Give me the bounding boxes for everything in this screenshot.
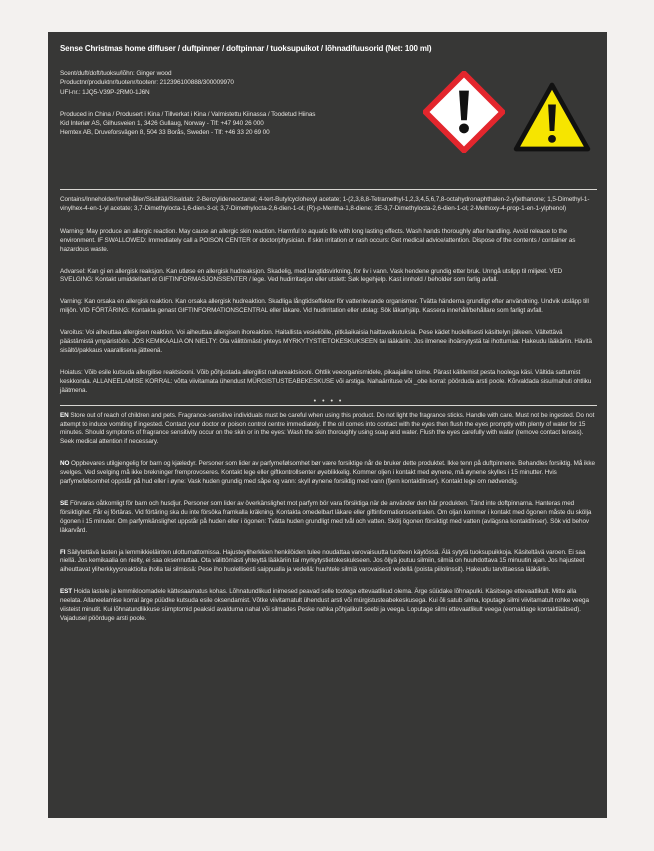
product-title: Sense Christmas home diffuser / duftpinner / doftpinnar / tuoksupuikot / lõhnadifuusorid (Net: 100 ml): [60, 44, 432, 53]
manufacturer-norway-line: Kid Interiør AS, Gilhusveien 1, 3426 Gullaug, Norway - Tlf: +47 940 26 000: [60, 120, 264, 128]
divider-2: [60, 405, 597, 406]
instructions-no: [60, 460, 597, 487]
product-label: [48, 32, 607, 818]
lang-code: EST: [60, 588, 73, 596]
instructions-text: Store out of reach of children and pets. Fragrance-sensitive individuals must be careful when using this product. Do not light the fragrance sticks. Handle with care. Must not be ingested. Do not attempt to induce vomiting if ingested. Contact your doctor or poison control centre immediately. If the oil comes into contact with the eyes then flush the eyes promptly with plenty of water for 15 minutes. Should symptoms of fragrance sensitivity occur on the skin or in the eyes: Wash the skin thoroughly using soap and water. Flush the eyes carefully with water (remove contact lenses). Seek medical attention if necessary.: [60, 411, 595, 446]
lang-code: NO: [60, 460, 70, 468]
warning-fi: Varoitus: Voi aiheuttaa allergisen reaktion. Voi aiheuttaa allergisen ihoreaktion. Haitallista vesieliöille, pitkäaikaisia haittavaikutuksia. Pese kädet huolellisesti käsittelyn jälkeen. Vältettävä päästämistä ympäristöön. JOS KEMIKAALIA ON NIELTY: Ota välittömästi yhteys MYRKYTYSTIETOKESKUKSEEN tai lääkäriin. Jos ilmenee ihoärsytystä tai ihottumaa: Hakeudu lääkäriin. Hävitä sisältö/pakkaus vaarallisena jätteenä.: [60, 329, 592, 354]
origin-line: Produced in China / Produsert i Kina / Tillverkat i Kina / Valmistettu Kiinassa / Toodetud Hiinas: [60, 110, 316, 118]
lang-code: EN: [60, 411, 69, 419]
product-info: [60, 69, 405, 138]
manufacturer-sweden-line: Hemtex AB, Druveforsvägen 8, 504 33 Borås, Sweden - Tlf: +46 33 20 69 00: [60, 129, 270, 137]
product-info-section: [60, 69, 597, 189]
lang-code: FI: [60, 548, 66, 556]
health-hazard-exclamation-icon: [423, 71, 505, 153]
instructions-text: Säilytettävä lasten ja lemmikkieläinten ulottumattomissa. Hajusteyliherkkien henkilöiden tulee noudattaa varovaisuutta tuotteen käytössä. Älä sytytä tuoksupuikkoja. Käsiteltävä varoen. Ei saa niellä. Jos kemikaalia on nielty, ei saa oksennuttaa. Ota välittömästi yhteyttä lääkäriin tai myrkytystietokeskukseen. Jos öljyä joutuu silmiin, silmiä on huuhdottava 15 minuutin ajan. Jos hajusteet aiheuttavat yliherkkyysreaktioita iholla tai silmissä: Pese iho huolellisesti saippualla ja vedellä: huuhtele silmiä varovaisesti vedellä (poista piilolinssit). Hakeudu tarvittaessa lääkäriin.: [60, 548, 586, 574]
separator-dots: • • • •: [313, 397, 344, 405]
product-number-line: Productnr/produktnr/tuotenr/tootenr: 212396100888/300009970: [60, 79, 234, 87]
warning-no: Advarsel: Kan gi en allergisk reaksjon. Kan utløse en allergisk hudreaksjon. Skadelig, med langtidsvirkning, for liv i vann. Vask hendene grundig etter bruk. Unngå utslipp til miljøet. VED SVELGING: Kontakt umiddelbart et GIFTINFORMASJONSSENTER / lege. Ved hudirritasjon eller utslett: Søk legehjelp. Kast innhold / beholder som farlig avfall.: [60, 267, 563, 284]
instructions-se: [60, 500, 597, 536]
instructions-en: [60, 412, 597, 448]
scent-line: Scent/duft/doft/tuoksu/lõhn: Ginger wood: [60, 70, 172, 77]
warning-en: Warning: May produce an allergic reaction. May cause an allergic skin reaction. Harmful to aquatic life with long lasting effects. Wash hands thoroughly after handling. Avoid release to the environment. IF SWALLOWED: Immediately call a POISON CENTER or doctor/physician. If skin irritation or rash occurs: Get medical advice/attention. Dispose of the contents / container as hazardous waste.: [60, 227, 576, 253]
warning-est: Hoiatus: Võib esile kutsuda allergilise reaktsiooni. Võib põhjustada allergilist nahareaktsiooni. Ohtlik veeorganismidele, pikaajaline toime. Pärast käitlemist pesta hoolega käsi. Vältida sattumist keskkonda. ALLANEELAMISE KORRAL: võtta viivitamata ühendust MÜRGISTUSTEABEKESKUSE või arstiga. Nahaärrituse või _obe korral: pöörduda arsti poole. Kõrvaldada sisu/mahuti ohtliku jäätmena.: [60, 368, 592, 394]
hazard-pictograms: [423, 71, 593, 155]
instructions-text: Förvaras oåtkomligt för barn och husdjur. Personer som lider av överkänslighet mot parfym bör vara försiktiga när de använder den här produkten. Tänd inte doftpinnarna. Hanteras med försiktighet. Får ej förtäras. Vid förtäring ska du inte försöka framkalla kräkning. Kontakta omedelbart läkare eller giftinformationscentralen. Om oljan kommer i kontakt med ögonen måste du skölja ögonen i 15 minuter. Om parfymkänslighet uppstår på huden eller i ögonen: Tvätta huden grundligt med tvål och vatten. Skölj ögonen försiktigt med vatten (avlägsna kontaktlinser). Sök vid behov läkarvård.: [60, 499, 592, 534]
contents-text: Contains/Inneholder/Innehåller/Sisältää/Sisaldab: 2-Benzylideneoctanal; 4-tert-Butylcyclohexyl acetate; 1-(2,3,8,8-Tetramethyl-1,2,3,4,5,6,7,8-octahydronaphthalen-2-yl)ethanone; 1,5-Dimethyl-1-vinylhex-4-en-1-yl acetate; 3,7-Dimethylocta-1,6-dien-3-ol; 3,7-Dimethylocta-2,6-dien-1-ol; (R)-p-Mentha-1,8-diene; 2E-3,7-Dimethylocta-2,6-dien-1-ol; 2-Methoxy-4-prop-1-en-1-ylphenol): [60, 196, 590, 212]
divider: [60, 189, 597, 190]
instructions-fi: [60, 549, 597, 576]
instructions-text: Oppbevares utilgjengelig for barn og kjæledyr. Personer som lider av parfymefølsomhet bør være forsiktige når de bruker dette produktet. Ikke tenn på duftpinnene. Behandles forsiktig. Må ikke svelges. Ved svelging må ikke brekninger fremprovoseres. Kontakt lege eller giftkontrollsenter øyeblikkelig. Kommer oljen i kontakt med øynene, må øynene skylles i 15 minutter. Hvis parfymefølsomhet oppstår på hud eller i øyne: Vask huden grundig med såpe og vann: skyll øynene forsiktig med vann (fjern kontaktlinser). Kontakt lege om nødvendig.: [60, 460, 595, 486]
instructions-est: [60, 588, 597, 624]
warning-se: Varning: Kan orsaka en allergisk reaktion. Kan orsaka allergisk hudreaktion. Skadliga långtidseffekter för vattenlevande organismer. Tvätta händerna grundligt efter användning. Undvik utsläpp till miljön. VID FÖRTÄRING: Kontakta genast GIFTINFORMATIONSCENTRAL eller läkare. Vid hudirritation eller utslag: Sök läkarhjälp. Kassera innehåll/behållare som farligt avfall.: [60, 298, 589, 315]
ufi-line: UFI-nr.: 1JQ5-V39P-2RM0-1J6N: [60, 88, 150, 96]
lang-code: SE: [60, 499, 69, 507]
instructions-text: Hoida lastele ja lemmikloomadele kättesaamatus kohas. Lõhnatundlikud inimesed peavad selle tootega ettevaatlikud olema. Ärge süüdake lõhnapulki. Käsitsege ettevaatlikult. Mitte alla neelata. Allaneelamise korral ärge püüdke kutsuda esile oksendamist. Võtke viivitamatult ühendust arsti või mürgistusteabekeskusega. Kui õli satub silma, loputage silmi viivitamatult rohke veega viisteist minutit. Kui lõhnatundlikkuse sümptomid peaksid avalduma nahal või silmades Peske nahka põhjalikult seebi ja veega. Loputage silmi ettevaatlikult veega (eemaldage kontaktläätsed). Vajadusel pöörduge arsti poole.: [60, 588, 589, 622]
warning-triangle-icon: [513, 81, 591, 153]
